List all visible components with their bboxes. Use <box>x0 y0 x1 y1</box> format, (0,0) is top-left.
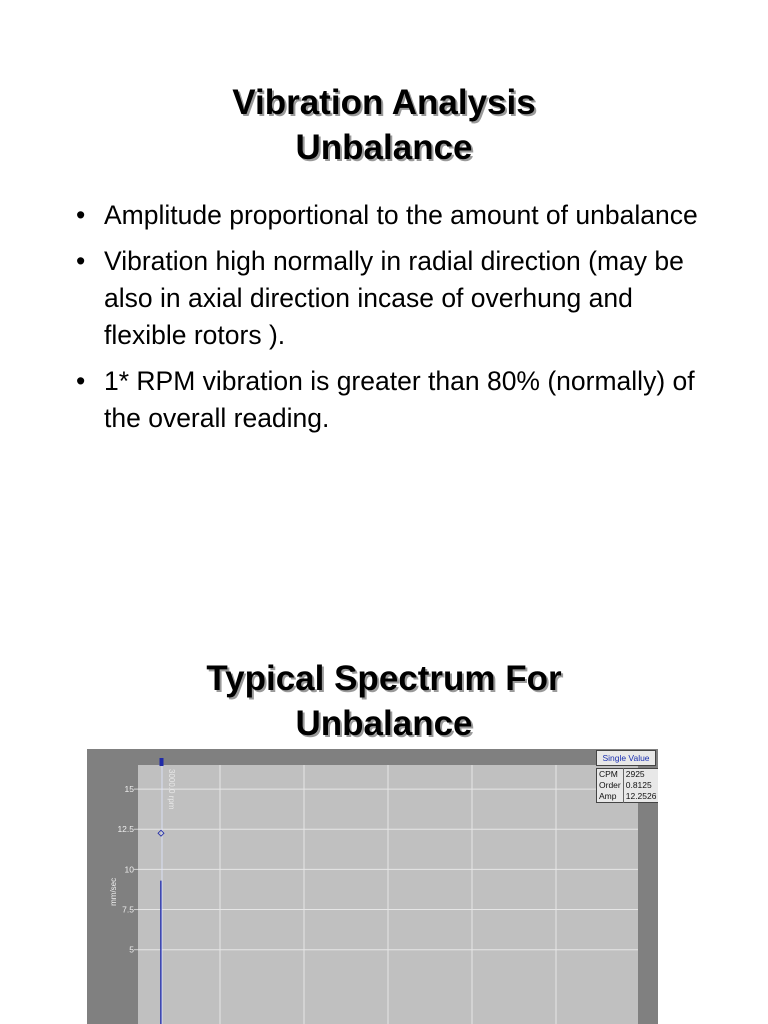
y-axis-label: mm/sec <box>109 877 118 906</box>
y-tick-label: 15 <box>124 784 134 795</box>
table-row <box>597 780 659 791</box>
y-tick-label: 5 <box>129 944 134 955</box>
table-row <box>597 791 659 803</box>
single-value-table <box>596 768 658 803</box>
title-line-2: Unbalance <box>295 704 473 743</box>
spectrum-plot <box>87 749 658 1024</box>
bullet-dot: • <box>76 246 86 276</box>
spectrum-chart <box>87 749 658 1024</box>
title-line-1: Vibration Analysis <box>232 83 536 122</box>
bullet-dot: • <box>76 366 86 396</box>
y-tick-label: 12.5 <box>117 824 134 835</box>
bullet-item <box>76 197 716 234</box>
bullet-text: 1* RPM vibration is greater than 80% (normally) of the overall reading. <box>104 366 695 433</box>
slide-typical-spectrum <box>0 640 768 1024</box>
y-tick-label: 10 <box>124 864 134 875</box>
bullet-dot: • <box>76 200 86 230</box>
bullet-list <box>76 197 716 446</box>
peak-label: 3000.0 rpm <box>167 769 176 810</box>
single-value-title[interactable]: Single Value <box>596 750 656 766</box>
cpm-value: 2925 <box>625 769 645 779</box>
order-label: Order <box>597 780 624 791</box>
y-tick-label: 7.5 <box>122 904 134 915</box>
table-row <box>597 769 659 781</box>
bullet-item <box>76 363 716 437</box>
slide-title <box>0 656 768 746</box>
bullet-item <box>76 243 716 354</box>
cpm-label: CPM <box>597 769 624 781</box>
single-value-panel <box>596 750 656 803</box>
slide-title <box>0 80 768 170</box>
bullet-text: Vibration high normally in radial direction (may be also in axial direction incase of overhung and flexible rotors ). <box>104 246 684 350</box>
amp-value: 12.2526 <box>625 791 657 801</box>
bullet-text: Amplitude proportional to the amount of unbalance <box>104 200 698 230</box>
title-line-2: Unbalance <box>295 128 473 167</box>
title-line-1: Typical Spectrum For <box>206 659 562 698</box>
amp-label: Amp <box>597 791 624 803</box>
order-value: 0.8125 <box>625 780 652 790</box>
cursor-marker <box>160 758 164 766</box>
